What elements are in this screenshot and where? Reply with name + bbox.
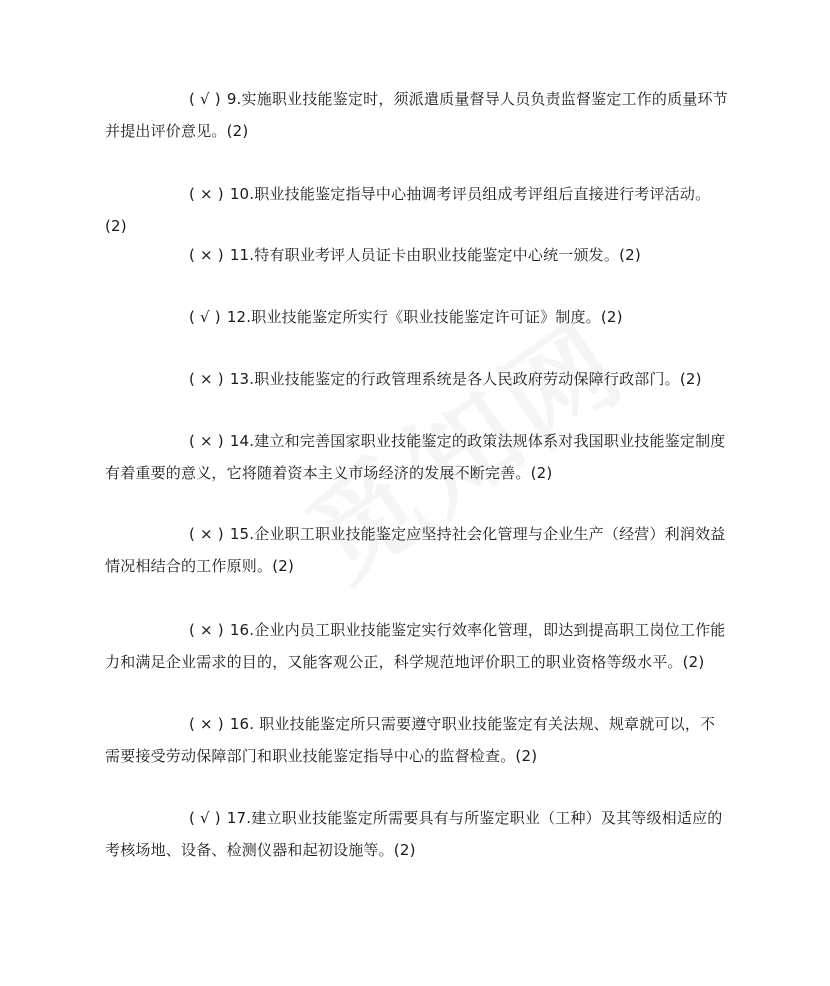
question-text: 13.职业技能鉴定的行政管理系统是各人民政府劳动保障行政部门。(2) (229, 370, 702, 388)
question-item (105, 83, 730, 147)
question-text: 12.职业技能鉴定所实行《职业技能鉴定许可证》制度。(2) (226, 308, 623, 326)
answer-mark: ( × ) (189, 715, 224, 733)
question-text: 16. 职业技能鉴定所只需要遵守职业技能鉴定有关法规、规章就可以，不需要接受劳动保障部门和职业技能鉴定指导中心的监督检查。(2) (105, 715, 716, 765)
answer-mark: ( × ) (189, 432, 224, 450)
question-item (105, 301, 730, 333)
answer-mark: ( × ) (189, 621, 224, 639)
answer-mark: ( √ ) (189, 90, 221, 108)
question-item (105, 614, 730, 678)
answer-mark: ( √ ) (189, 308, 221, 326)
question-item (105, 518, 730, 582)
question-text: 16.企业内员工职业技能鉴定实行效率化管理，即达到提高职工岗位工作能力和满足企业需求的目的，又能客观公正，科学规范地评价职工的职业资格等级水平。(2) (105, 621, 726, 671)
answer-mark: ( × ) (189, 185, 224, 203)
question-item (105, 178, 730, 242)
question-text: 9.实施职业技能鉴定时，须派遣质量督导人员负责监督鉴定工作的质量环节并提出评价意见。(2) (105, 90, 728, 140)
question-item (105, 708, 730, 772)
question-text: 10.职业技能鉴定指导中心抽调考评员组成考评组后直接进行考评活动。(2) (105, 185, 711, 235)
question-text: 17.建立职业技能鉴定所需要具有与所鉴定职业（工种）及其等级相适应的考核场地、设备、检测仪器和起初设施等。(2) (105, 809, 723, 859)
question-item (105, 363, 730, 395)
answer-mark: ( × ) (189, 525, 224, 543)
question-item (105, 802, 730, 866)
question-item (105, 425, 730, 489)
question-text: 11.特有职业考评人员证卡由职业技能鉴定中心统一颁发。(2) (229, 246, 641, 264)
answer-mark: ( √ ) (189, 809, 221, 827)
answer-mark: ( × ) (189, 246, 224, 264)
question-item (105, 239, 730, 271)
answer-mark: ( × ) (189, 370, 224, 388)
question-text: 14.建立和完善国家职业技能鉴定的政策法规体系对我国职业技能鉴定制度有着重要的意义，它将随着资本主义市场经济的发展不断完善。(2) (105, 432, 726, 482)
question-text: 15.企业职工职业技能鉴定应坚持社会化管理与企业生产（经营）利润效益情况相结合的工作原则。(2) (105, 525, 726, 575)
